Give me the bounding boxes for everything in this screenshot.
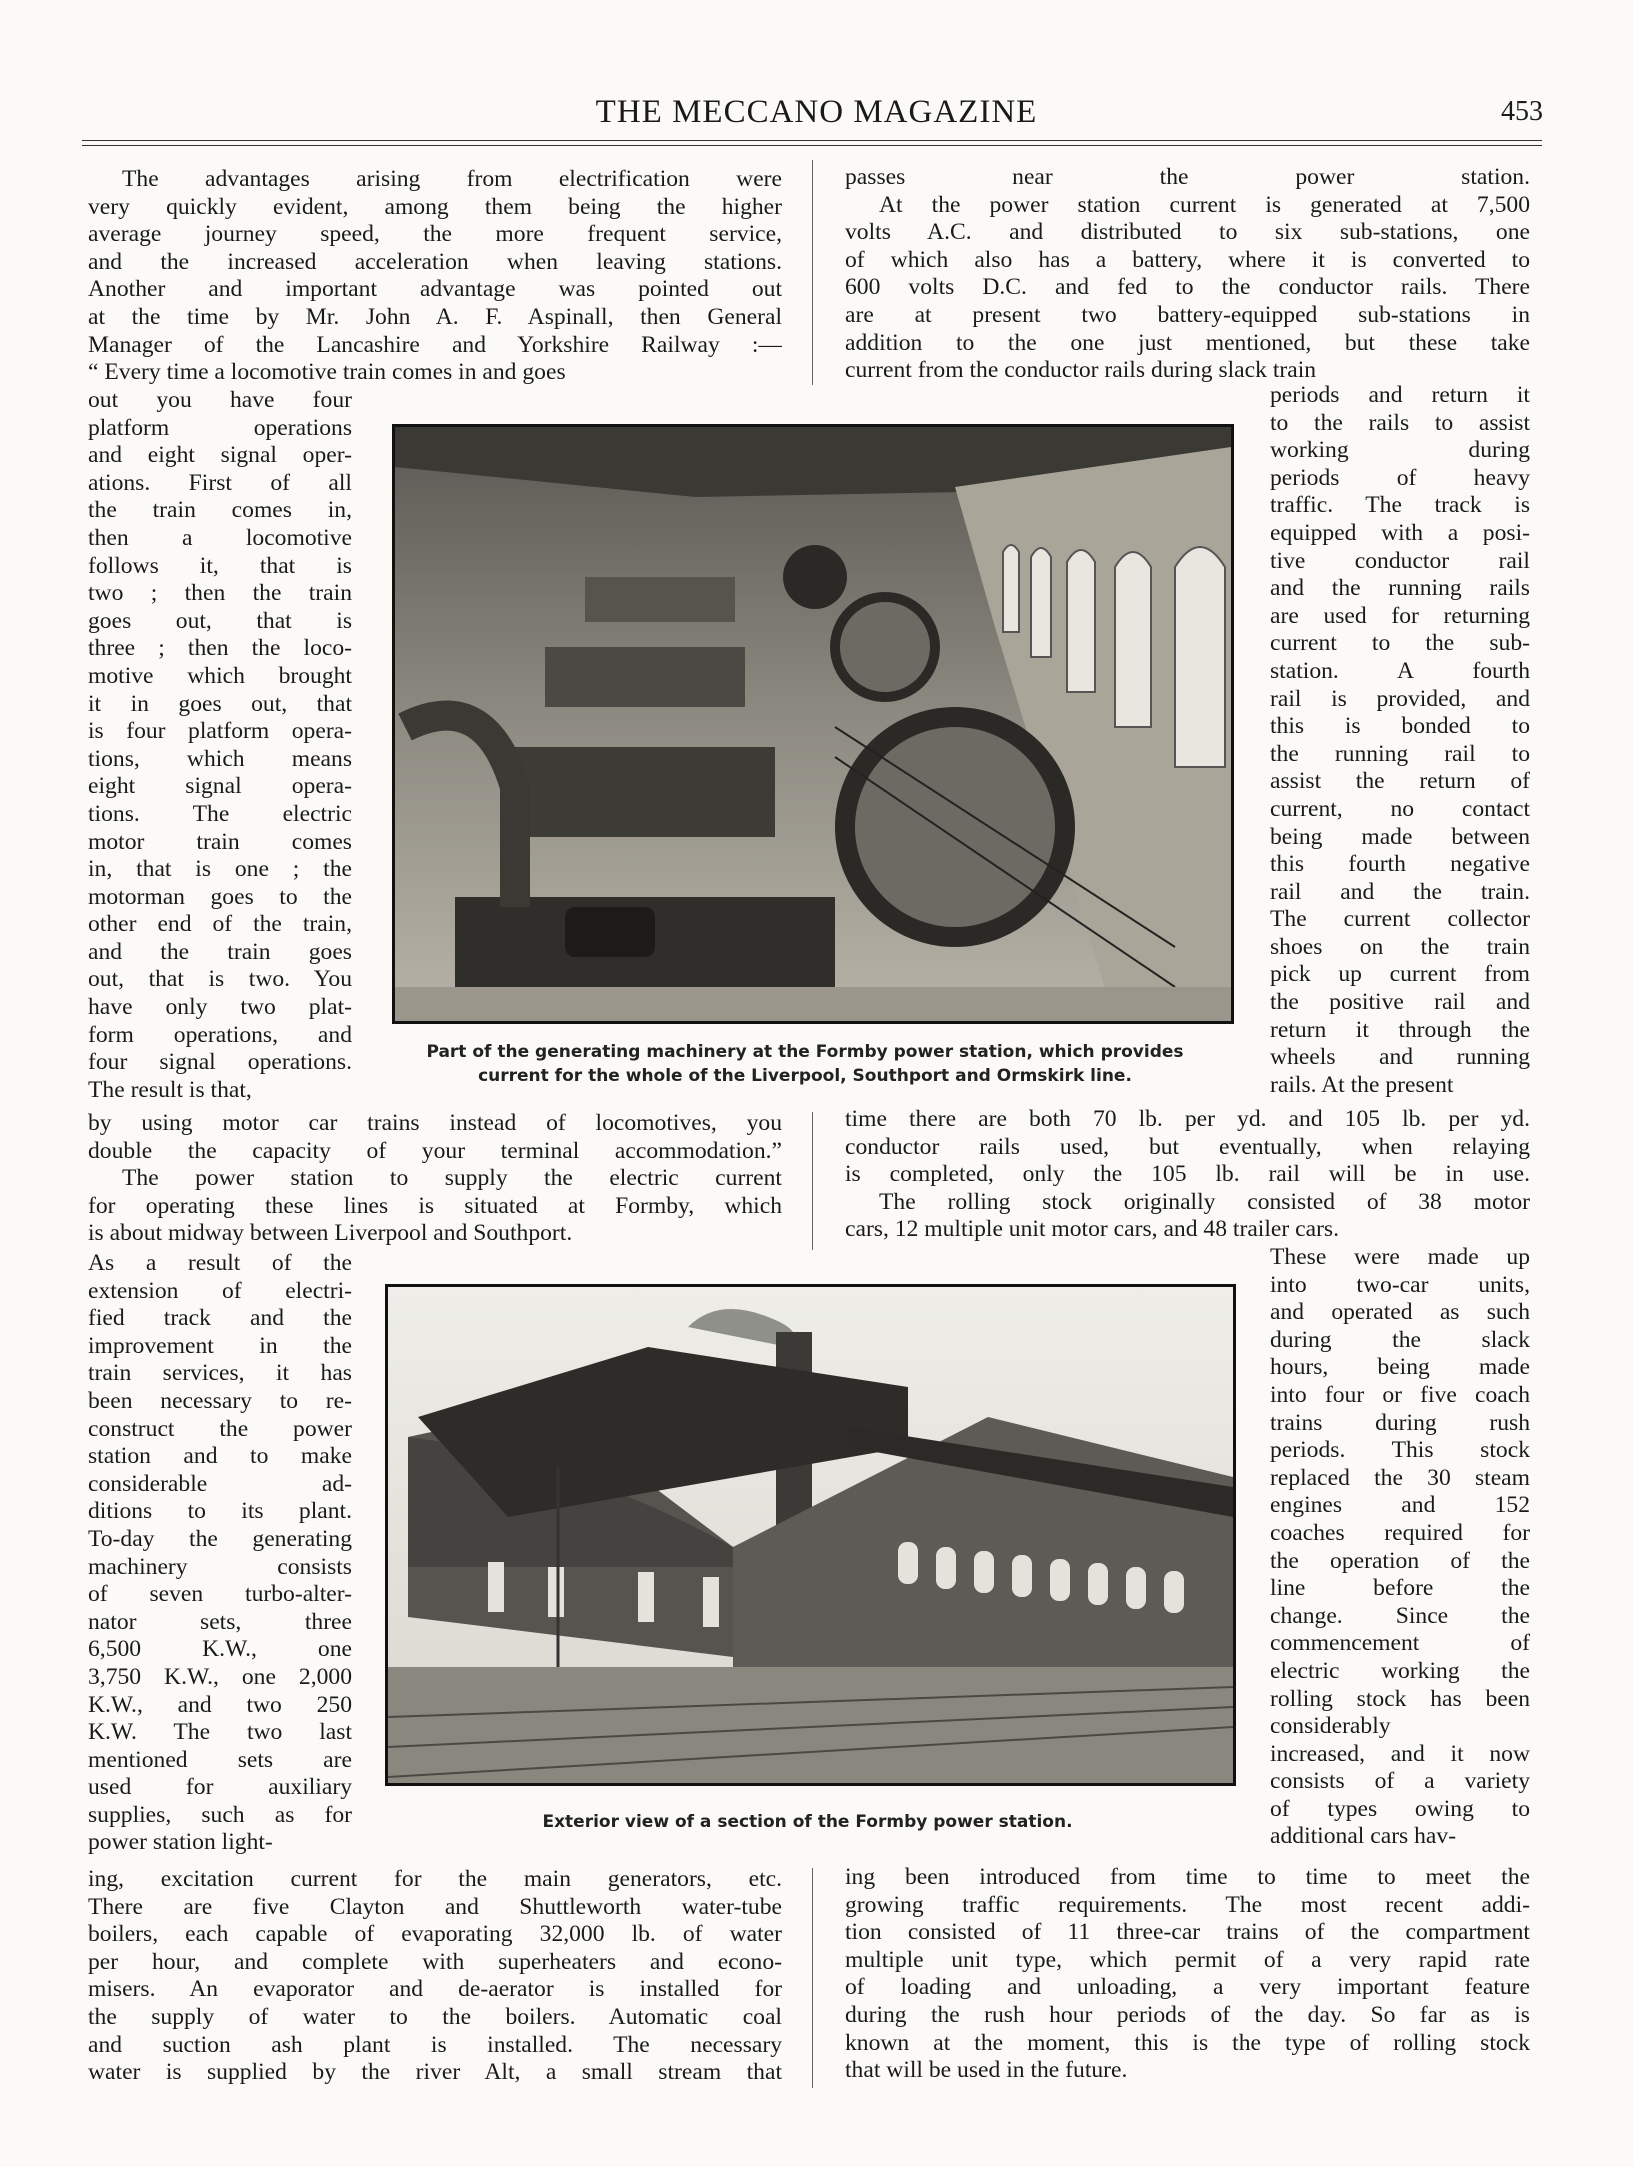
text-line: out you have four (88, 387, 352, 413)
text-line: traffic. The track is (1270, 492, 1530, 519)
text-line: coaches required for (1270, 1519, 1530, 1546)
text-line: pick up current from (1270, 961, 1530, 988)
text-line: assist the return of (1270, 768, 1530, 795)
text-line: of types owing to (1270, 1795, 1530, 1822)
column1-narrow-text-b (88, 1250, 352, 1857)
text-line: into two-car units, (1270, 1271, 1530, 1298)
column2-top-text (845, 164, 1530, 385)
text-line: ing been introduced from time to time to meet the (845, 1864, 1530, 1890)
text-line: machinery consists (88, 1553, 352, 1580)
column2-narrow-text-a (1270, 382, 1530, 1099)
text-line: station and to make (88, 1443, 352, 1470)
text-line: change. Since the (1270, 1602, 1530, 1629)
column2-middle-text (845, 1106, 1530, 1244)
text-line: Another and important advantage was pointed out (88, 276, 782, 303)
text-line: ations. First of all (88, 469, 352, 496)
text-line: four signal operations. (88, 1049, 352, 1076)
text-line: is about midway between Liverpool and Southport. (88, 1220, 573, 1247)
text-line: the positive rail and (1270, 989, 1530, 1016)
text-line: boilers, each capable of evaporating 32,000 lb. of water (88, 1921, 782, 1948)
text-line: replaced the 30 steam (1270, 1464, 1530, 1491)
text-line: addition to the one just mentioned, but these take (845, 329, 1530, 356)
text-line: is four platform opera- (88, 718, 352, 745)
text-line: to the rails to assist (1270, 409, 1530, 436)
column1-bottom-text (88, 1866, 782, 2087)
page-number: 453 (1501, 96, 1543, 127)
text-line: by using motor car trains instead of locomotives, you (88, 1110, 782, 1136)
text-line: 6,500 K.W., one (88, 1636, 352, 1663)
column1-narrow-text-a (88, 387, 352, 1104)
text-line: double the capacity of your terminal accommodation.” (88, 1137, 782, 1164)
text-line: are used for returning (1270, 602, 1530, 629)
text-line: during the slack (1270, 1326, 1530, 1353)
figure1-caption-line2: current for the whole of the Liverpool, Southport and Ormskirk line. (478, 1066, 1132, 1086)
text-line: volts A.C. and distributed to six sub-stations, one (845, 219, 1530, 246)
text-line: fied track and the (88, 1305, 352, 1332)
text-line: shoes on the train (1270, 933, 1530, 960)
text-line: consists of a variety (1270, 1768, 1530, 1795)
text-line: being made between (1270, 823, 1530, 850)
text-line: station. A fourth (1270, 657, 1530, 684)
text-line: train services, it has (88, 1360, 352, 1387)
text-line: At the power station current is generated at 7,500 (879, 191, 1530, 218)
text-line: increased, and it now (1270, 1740, 1530, 1767)
text-line: return it through the (1270, 1016, 1530, 1043)
text-line: platform operations (88, 414, 352, 441)
column2-bottom-text (845, 1864, 1530, 2085)
text-line: motor train comes (88, 828, 352, 855)
text-line: it in goes out, that (88, 690, 352, 717)
text-line: of which also has a battery, where it is converted to (845, 246, 1530, 273)
text-line: line before the (1270, 1575, 1530, 1602)
text-line: hours, being made (1270, 1354, 1530, 1381)
text-line: been necessary to re- (88, 1387, 352, 1414)
text-line: that will be used in the future. (845, 2057, 1128, 2084)
text-line: form operations, and (88, 1021, 352, 1048)
text-line: motorman goes to the (88, 883, 352, 910)
text-line: power station light- (88, 1829, 273, 1856)
text-line: water is supplied by the river Alt, a small stream that (88, 2059, 782, 2086)
text-line: The current collector (1270, 906, 1530, 933)
text-line: 3,750 K.W., one 2,000 (88, 1663, 352, 1690)
text-line: equipped with a posi- (1270, 519, 1530, 546)
text-line: conductor rails used, but eventually, when relaying (845, 1133, 1530, 1160)
text-line: improvement in the (88, 1332, 352, 1359)
text-line: is completed, only the 105 lb. rail will be in use. (845, 1161, 1530, 1188)
figure1-caption-line1: Part of the generating machinery at the Formby power station, which provides (426, 1042, 1184, 1062)
text-line: the supply of water to the boilers. Automatic coal (88, 2003, 782, 2030)
column1-top-text (88, 166, 782, 387)
text-line: The result is that, (88, 1076, 252, 1103)
text-line: this fourth negative (1270, 851, 1530, 878)
text-line: nator sets, three (88, 1608, 352, 1635)
text-line: of seven turbo-alter- (88, 1581, 352, 1608)
text-line: These were made up (1270, 1244, 1530, 1270)
text-line: tion consisted of 11 three-car trains of the compartment (845, 1919, 1530, 1946)
column-divider (812, 1868, 813, 2088)
text-line: time there are both 70 lb. per yd. and 105 lb. per yd. (845, 1106, 1530, 1132)
text-line: and operated as such (1270, 1299, 1530, 1326)
text-line: As a result of the (88, 1250, 352, 1276)
text-line: considerably (1270, 1713, 1391, 1740)
text-line: tions, which means (88, 745, 352, 772)
text-line: eight signal opera- (88, 773, 352, 800)
text-line: the train comes in, (88, 497, 352, 524)
text-line: construct the power (88, 1415, 352, 1442)
text-line: rail and the train. (1270, 878, 1530, 905)
text-line: extension of electri- (88, 1277, 352, 1304)
text-line: the running rail to (1270, 740, 1530, 767)
text-line: working during (1270, 437, 1530, 464)
text-line: multiple unit type, which permit of a very rapid rate (845, 1946, 1530, 1973)
text-line: into four or five coach (1270, 1381, 1530, 1408)
text-line: this is bonded to (1270, 713, 1530, 740)
text-line: follows it, that is (88, 552, 352, 579)
text-line: three ; then the loco- (88, 635, 352, 662)
text-line: supplies, such as for (88, 1801, 352, 1828)
text-line: K.W., and two 250 (88, 1691, 352, 1718)
generating-machinery-photo (392, 424, 1234, 1024)
text-line: periods of heavy (1270, 464, 1530, 491)
text-line: K.W. The two last (88, 1719, 352, 1746)
text-line: growing traffic requirements. The most recent addi- (845, 1891, 1530, 1918)
column1-middle-text (88, 1110, 782, 1248)
column2-narrow-text-b (1270, 1244, 1530, 1851)
text-line: rail is provided, and (1270, 685, 1530, 712)
text-line: Manager of the Lancashire and Yorkshire Railway :— (88, 331, 782, 358)
text-line: tive conductor rail (1270, 547, 1530, 574)
text-line: in, that is one ; the (88, 856, 352, 883)
text-line: and the running rails (1270, 575, 1530, 602)
text-line: mentioned sets are (88, 1746, 352, 1773)
text-line: additional cars hav- (1270, 1823, 1457, 1850)
text-line: commencement of (1270, 1630, 1530, 1657)
text-line: engines and 152 (1270, 1492, 1530, 1519)
text-line: rails. At the present (1270, 1071, 1454, 1098)
text-line: per hour, and complete with superheaters and econo- (88, 1948, 782, 1975)
text-line: of loading and unloading, a very important feature (845, 1974, 1530, 2001)
text-line: ditions to its plant. (88, 1498, 352, 1525)
text-line: and eight signal oper- (88, 442, 352, 469)
text-line: and the train goes (88, 938, 352, 965)
text-line: trains during rush (1270, 1409, 1530, 1436)
text-line: and the increased acceleration when leaving stations. (88, 248, 782, 275)
text-line: The advantages arising from electrification were (122, 166, 782, 192)
text-line: rolling stock has been (1270, 1685, 1530, 1712)
text-line: and suction ash plant is installed. The necessary (88, 2031, 782, 2058)
text-line: To-day the generating (88, 1525, 352, 1552)
text-line: current, no contact (1270, 795, 1530, 822)
text-line: average journey speed, the more frequent service, (88, 221, 782, 248)
text-line: out, that is two. You (88, 966, 352, 993)
text-line: used for auxiliary (88, 1774, 352, 1801)
text-line: misers. An evaporator and de-aerator is installed for (88, 1976, 782, 2003)
text-line: current to the sub- (1270, 630, 1530, 657)
text-line: then a locomotive (88, 524, 352, 551)
text-line: ing, excitation current for the main generators, etc. (88, 1866, 782, 1892)
text-line: known at the moment, this is the type of rolling stock (845, 2029, 1530, 2056)
text-line: cars, 12 multiple unit motor cars, and 48 trailer cars. (845, 1216, 1340, 1243)
text-line: are at present two battery-equipped sub-stations in (845, 301, 1530, 328)
text-line: current from the conductor rails during slack train (845, 357, 1317, 384)
text-line: considerable ad- (88, 1470, 352, 1497)
power-station-exterior-photo (385, 1284, 1236, 1786)
column-divider (812, 1112, 813, 1250)
text-line: tions. The electric (88, 800, 352, 827)
text-line: motive which brought (88, 662, 352, 689)
text-line: for operating these lines is situated at Formby, which (88, 1192, 782, 1219)
text-line: periods. This stock (1270, 1437, 1530, 1464)
text-line: There are five Clayton and Shuttleworth water-tube (88, 1893, 782, 1920)
text-line: 600 volts D.C. and fed to the conductor rails. There (845, 274, 1530, 301)
text-line: The power station to supply the electric current (122, 1165, 782, 1192)
text-line: The rolling stock originally consisted of 38 motor (879, 1188, 1530, 1215)
text-line: passes near the power station. (845, 164, 1530, 190)
text-line: wheels and running (1270, 1044, 1530, 1071)
header-rule (82, 140, 1542, 141)
text-line: have only two plat- (88, 994, 352, 1021)
text-line: electric working the (1270, 1657, 1530, 1684)
header-rule-thin (82, 145, 1542, 146)
text-line: the operation of the (1270, 1547, 1530, 1574)
text-line: very quickly evident, among them being the higher (88, 193, 782, 220)
figure2-caption: Exterior view of a section of the Formby power station. (542, 1812, 1073, 1832)
text-line: goes out, that is (88, 607, 352, 634)
column-divider (812, 160, 813, 385)
text-line: “ Every time a locomotive train comes in and goes (88, 359, 566, 386)
text-line: periods and return it (1270, 382, 1530, 408)
page-title: THE MECCANO MAGAZINE (595, 94, 1038, 130)
text-line: at the time by Mr. John A. F. Aspinall, then General (88, 303, 782, 330)
text-line: two ; then the train (88, 580, 352, 607)
text-line: other end of the train, (88, 911, 352, 938)
text-line: during the rush hour periods of the day. So far as is (845, 2001, 1530, 2028)
